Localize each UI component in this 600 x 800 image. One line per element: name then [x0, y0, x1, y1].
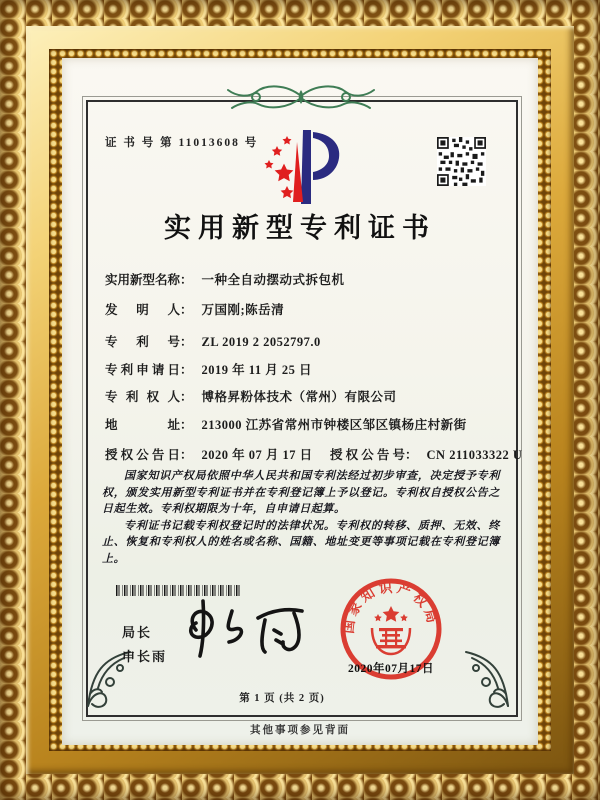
- field-label: 地址: [105, 418, 180, 432]
- legal-paragraph: 专利证书记载专利权登记时的法律状况。专利权的转移、质押、无效、终止、恢复和专利权人的姓名或名称、国籍、地址变更等事项记载在专利登记簿上。: [102, 519, 500, 565]
- certificate-paper: [62, 58, 538, 745]
- field-value: 万国刚;陈岳清: [201, 303, 285, 317]
- field-row: 专利申请日： 2019 年 11 月 25 日: [105, 360, 312, 378]
- field-value: 213000 江苏省常州市钟楼区邹区镇杨庄村新街: [201, 418, 467, 432]
- grant-number-row: 授权公告号： CN 211033322 U: [330, 445, 522, 463]
- qr-code-icon: [437, 137, 486, 186]
- page-footer: 第 1 页 (共 2 页): [239, 693, 325, 704]
- field-value: CN 211033322 U: [426, 448, 523, 462]
- field-label: 授权公告号: [330, 448, 405, 462]
- field-label: 专利号: [105, 335, 180, 349]
- cnipa-logo-icon: [257, 124, 345, 210]
- field-row: 发明人： 万国刚;陈岳清: [105, 300, 284, 318]
- issuer-name: 申长雨: [122, 649, 168, 664]
- field-label: 专利申请日: [105, 363, 180, 377]
- signature-icon: [166, 596, 312, 662]
- seal-date: 2020年07月17日: [348, 663, 434, 675]
- field-label: 专利权人: [105, 390, 180, 404]
- grant-date-row: 授权公告日： 2020 年 07 月 17 日: [105, 445, 313, 463]
- certificate-number: 证 书 号 第 11013608 号: [105, 137, 259, 149]
- field-value: 一种全自动摆动式拆包机: [201, 273, 345, 287]
- field-row: 专利号： ZL 2019 2 2052797.0: [105, 332, 321, 350]
- field-value: ZL 2019 2 2052797.0: [201, 335, 321, 349]
- field-value: 博格昇粉体技术（常州）有限公司: [201, 390, 397, 404]
- issuer-title: 局长: [122, 625, 153, 640]
- svg-text:国家知识产权局: [340, 579, 441, 635]
- field-value: 2020 年 07 月 17 日: [201, 448, 313, 462]
- certificate-title: 实用新型专利证书: [164, 213, 436, 243]
- top-flourish-ornament-icon: [222, 80, 380, 114]
- field-value: 2019 年 11 月 25 日: [201, 363, 312, 377]
- field-row: 专利权人： 博格昇粉体技术（常州）有限公司: [105, 387, 397, 405]
- back-note: 其他事项参见背面: [250, 725, 350, 736]
- legal-paragraph: 国家知识产权局依照中华人民共和国专利法经过初步审查，决定授予专利权，颁发实用新型专利证书并在专利登记簿上予以登记。专利权自授权公告之日起生效。专利权期限为十年，自申请日起算。: [102, 470, 500, 515]
- field-row: 地址： 213000 江苏省常州市钟楼区邹区镇杨庄村新街: [105, 415, 467, 433]
- barcode-icon: [116, 585, 240, 596]
- field-label: 实用新型名称: [105, 273, 181, 287]
- field-label: 授权公告日: [105, 448, 180, 462]
- field-label: 发明人: [105, 303, 180, 317]
- seal-text: 国家知识产权局: [340, 579, 441, 635]
- field-row: 实用新型名称： 一种全自动摆动式拆包机: [105, 270, 345, 288]
- legal-text: [102, 468, 500, 567]
